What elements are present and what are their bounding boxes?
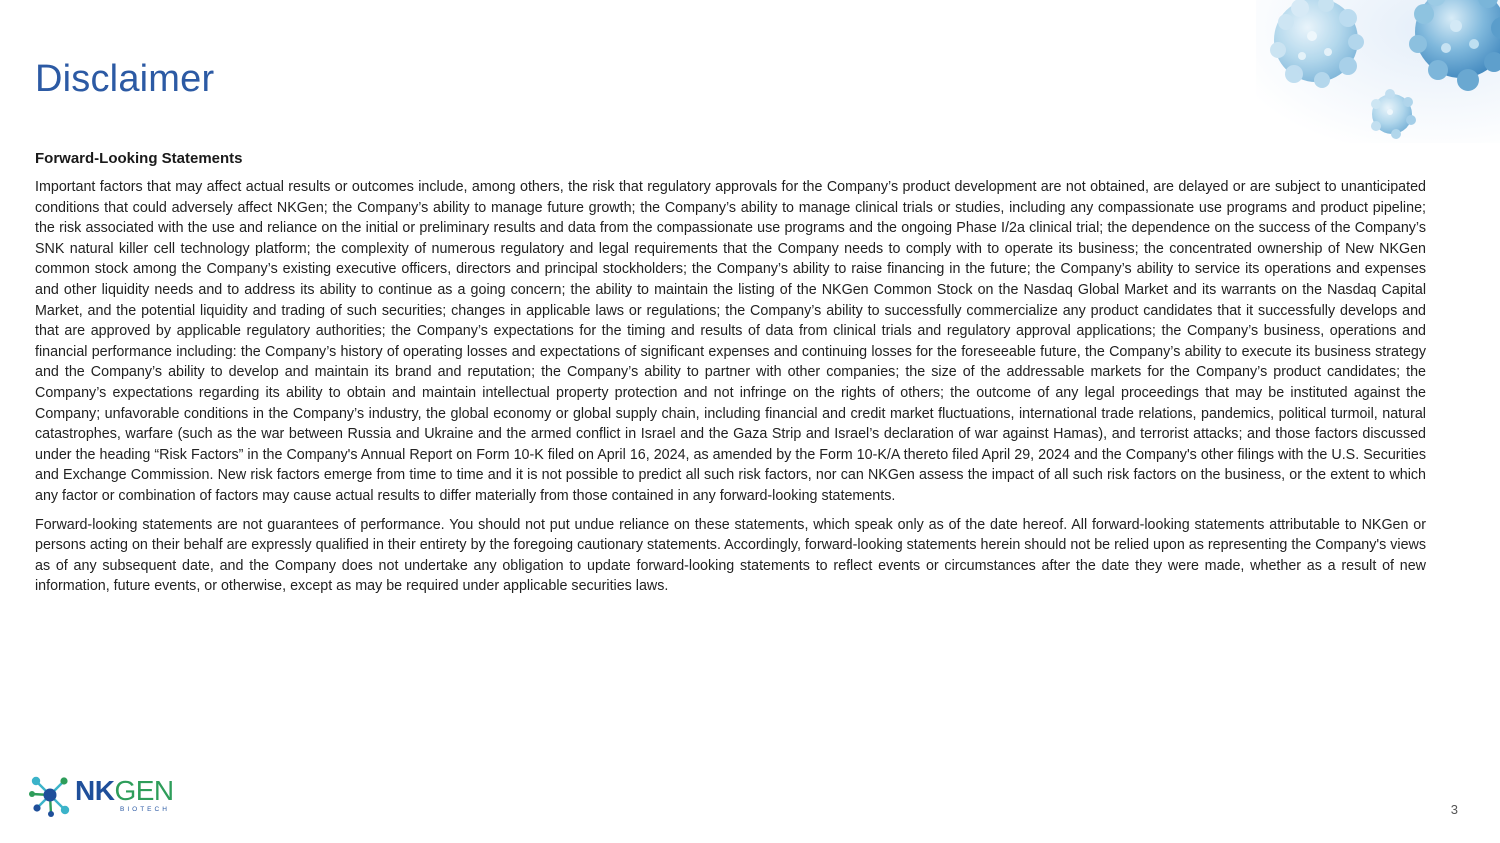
disclaimer-body bbox=[35, 148, 1426, 605]
logo-gen-text: GEN bbox=[114, 775, 174, 806]
nkgen-molecule-icon bbox=[27, 772, 73, 818]
page-title: Disclaimer bbox=[35, 58, 215, 100]
cell-cluster-icon bbox=[1256, 0, 1500, 143]
paragraph-risk-factors: Important factors that may affect actual results or outcomes include, among others, the risk that regulatory approvals for the Company’s product development are not obtained, are delayed or are subject to unanticipated conditions that could adversely affect NKGen; the Company’s ability to manage future growth; the Company’s ability to manage clinical trials or studies, including any compassionate use programs and product pipeline; the risk associated with the use and reliance on the initial or preliminary results and data from the compassionate use programs and the ongoing Phase I/2a clinical trial; the dependence on the success of the Company’s SNK natural killer cell technology platform; the complexity of numerous regulatory and legal requirements that the Company needs to comply with to operate its business; the concentrated ownership of New NKGen common stock among the Company’s existing executive officers, directors and principal stockholders; the Company’s ability to raise financing in the future; the Company’s ability to service its operations and expenses and other liquidity needs and to address its ability to continue as a going concern; the ability to maintain the listing of the NKGen Common Stock on the Nasdaq Global Market and its warrants on the Nasdaq Capital Market, and the potential liquidity and trading of such securities; changes in applicable laws or regulations; the Company’s ability to successfully commercialize any product candidates that it successfully develops and that are approved by applicable regulatory authorities; the Company’s expectations for the timing and results of data from clinical trials and regulatory approval applications; the Company’s business, operations and financial performance including: the Company’s history of operating losses and expectations of significant expenses and continuing losses for the foreseeable future, the Company’s ability to execute its business strategy and the Company’s ability to develop and maintain its brand and reputation; the Company’s ability to partner with other companies; the size of the addressable markets for the Company’s product candidates; the Company’s expectations regarding its ability to obtain and maintain intellectual property protection and not infringe on the rights of others; the outcome of any legal proceedings that may be instituted against the Company; unfavorable conditions in the Company’s industry, the global economy or global supply chain, including financial and credit market fluctuations, international trade relations, pandemics, political turmoil, natural catastrophes, warfare (such as the war between Russia and Ukraine and the armed conflict in Israel and the Gaza Strip and Israel’s declaration of war against Hamas), and terrorist attacks; and those factors discussed under the heading “Risk Factors” in the Company's Annual Report on Form 10-K filed on April 16, 2024, as amended by the Form 10-K/A thereto filed April 29, 2024 and the Company's other filings with the U.S. Securities and Exchange Commission. New risk factors emerge from time to time and it is not possible to predict all such risk factors, nor can NKGen assess the impact of all such risk factors on the business, or the extent to which any factor or combination of factors may cause actual results to differ materially from those contained in any forward-looking statements. bbox=[35, 179, 1426, 504]
logo-wordmark bbox=[75, 776, 174, 806]
paragraph-no-guarantee: Forward-looking statements are not guarantees of performance. You should not put undue reliance on these statements, which speak only as of the date hereof. All forward-looking statements attributable to NKGen or persons acting on their behalf are expressly qualified in their entirety by the foregoing cautionary statements. Accordingly, forward-looking statements herein should not be relied upon as representing the Company's views as of any subsequent date, and the Company does not undertake any obligation to update forward-looking statements to reflect events or circumstances after the date they were made, whether as a result of new information, future events, or otherwise, except as may be required under applicable securities laws. bbox=[35, 516, 1426, 595]
logo-subtitle: BIOTECH bbox=[120, 806, 170, 813]
section-heading: Forward-Looking Statements bbox=[35, 150, 243, 167]
company-logo bbox=[27, 772, 197, 818]
logo-nk-text: NK bbox=[75, 775, 115, 806]
page-number: 3 bbox=[1450, 802, 1458, 817]
